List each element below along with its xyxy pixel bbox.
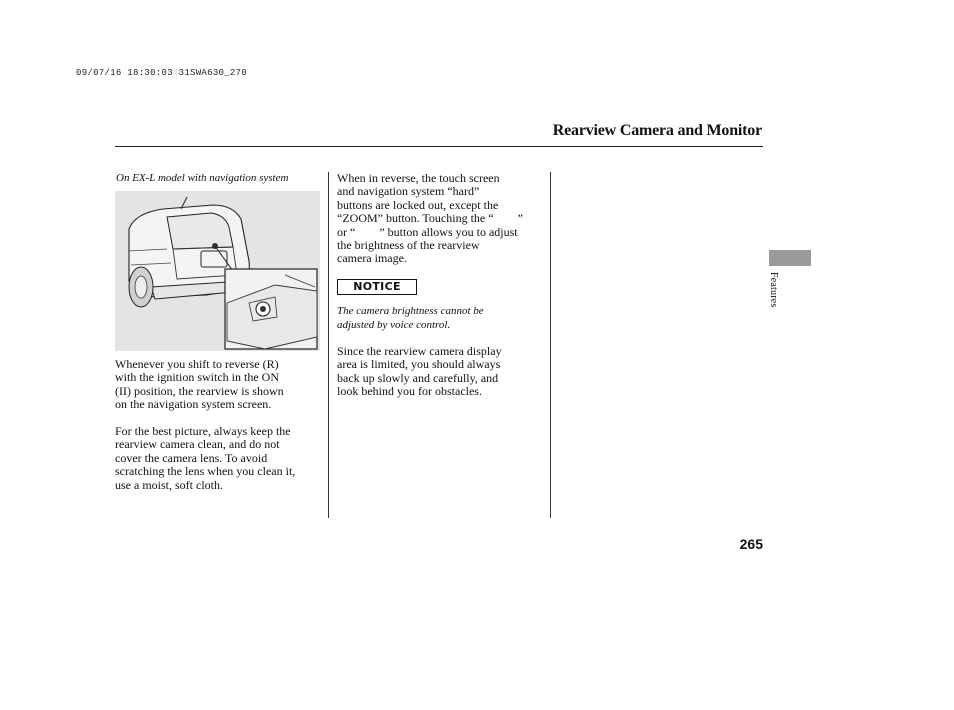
column-divider-left xyxy=(328,172,329,518)
title-rule xyxy=(115,146,763,147)
section-tab xyxy=(769,250,811,266)
print-stamp: 09/07/16 18:30:03 31SWA630_270 xyxy=(76,68,248,78)
column-divider-right xyxy=(550,172,551,518)
page-title: Rearview Camera and Monitor xyxy=(552,122,762,139)
paragraph-reverse-view: Whenever you shift to reverse (R) with the ignition switch in the ON (II) position, the rearview is shown on the navigation system screen. xyxy=(115,357,284,412)
vehicle-rear-camera-drawing xyxy=(115,191,320,351)
paragraph-camera-care: For the best picture, always keep the rearview camera clean, and do not cover the camera lens. To avoid scratching the lens when you clean it, use a moist, soft cloth. xyxy=(115,424,296,492)
notice-badge: NOTICE xyxy=(337,279,417,295)
paragraph-display-area: Since the rearview camera display area is limited, you should always back up slowly and carefully, and look behind you for obstacles. xyxy=(337,344,502,399)
rear-camera-illustration xyxy=(115,191,320,351)
paragraph-touch-screen: When in reverse, the touch screen and navigation system “hard” buttons are locked out, except the “ZOOM” button. Touching the “ ” or “ ” button allows you to adjust the brightness of the rearview camera image. xyxy=(337,171,523,266)
notice-text: The camera brightness cannot be adjusted by voice control. xyxy=(337,305,484,331)
figure-caption: On EX-L model with navigation system xyxy=(116,172,289,184)
section-tab-label: Features xyxy=(768,272,779,308)
page-number: 265 xyxy=(739,536,763,552)
